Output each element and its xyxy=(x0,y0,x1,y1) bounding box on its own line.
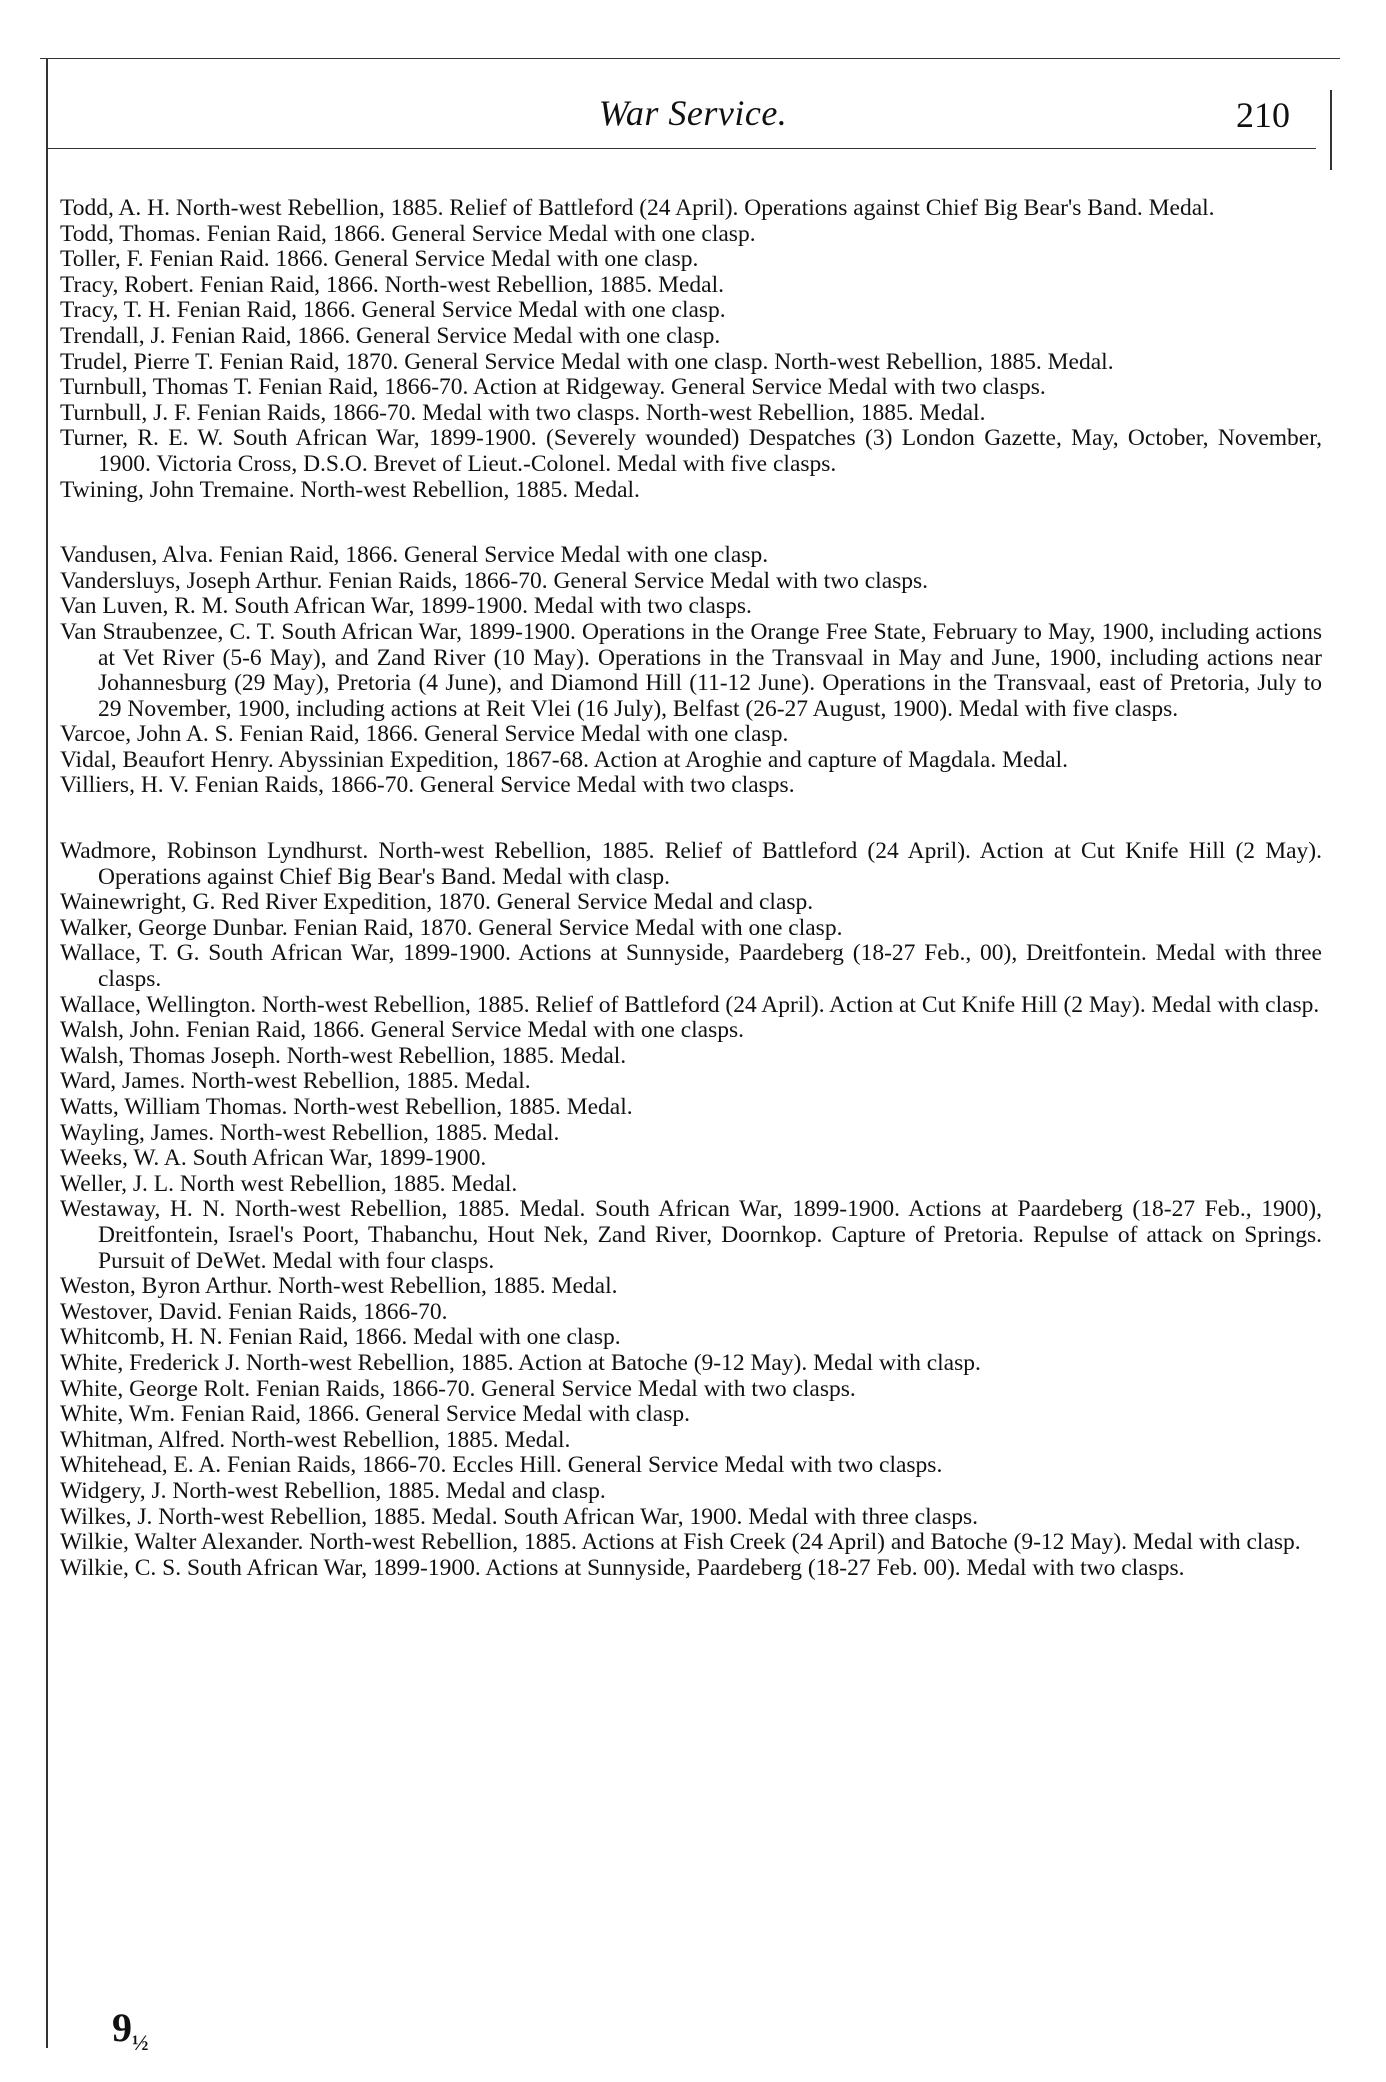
section-w xyxy=(60,839,1322,1581)
service-entry: Twining, John Tremaine. North-west Rebellion, 1885. Medal. xyxy=(60,476,640,503)
service-entry: Walsh, Thomas Joseph. North-west Rebellion, 1885. Medal. xyxy=(60,1042,627,1069)
service-entry: Wadmore, Robinson Lyndhurst. North-west Rebellion, 1885. Relief of Battleford (24 April). Action at Cut Knife Hill (2 May). Operations against Chief Big Bear's Band. Medal with clasp. xyxy=(60,838,1322,890)
service-entry: Walsh, John. Fenian Raid, 1866. General Service Medal with one clasps. xyxy=(60,1017,745,1044)
running-title: War Service. xyxy=(598,93,788,133)
service-entry: Wainewright, G. Red River Expedition, 1870. General Service Medal and clasp. xyxy=(60,889,814,916)
service-entry: Wayling, James. North-west Rebellion, 1885. Medal. xyxy=(60,1119,560,1146)
service-entry: Walker, George Dunbar. Fenian Raid, 1870. General Service Medal with one clasp. xyxy=(60,914,843,941)
service-entry: Whitcomb, H. N. Fenian Raid, 1866. Medal with one clasp. xyxy=(60,1324,621,1351)
service-entry: Vandusen, Alva. Fenian Raid, 1866. General Service Medal with one clasp. xyxy=(60,542,769,569)
service-entry: Varcoe, John A. S. Fenian Raid, 1866. General Service Medal with one clasp. xyxy=(60,721,789,748)
service-entry: Turnbull, Thomas T. Fenian Raid, 1866-70. Action at Ridgeway. General Service Medal with two clasps. xyxy=(60,374,1046,401)
service-entry: Westaway, H. N. North-west Rebellion, 1885. Medal. South African War, 1899-1900. Actions at Paardeberg (18-27 Feb., 1900), Dreitfontein, Israel's Poort, Thabanchu, Hout Nek, Zand River, Doornkop. Capture of Pretoria. Repulse of attack on Springs. Pursuit of DeWet. Medal with four clasps. xyxy=(60,1196,1322,1274)
service-entry: Tracy, Robert. Fenian Raid, 1866. North-west Rebellion, 1885. Medal. xyxy=(60,271,725,298)
service-entry: Weston, Byron Arthur. North-west Rebellion, 1885. Medal. xyxy=(60,1273,618,1300)
service-entry: Wallace, T. G. South African War, 1899-1900. Actions at Sunnyside, Paardeberg (18-27 Feb., 00), Dreitfontein. Medal with three clasps. xyxy=(60,940,1322,993)
service-entry: White, Wm. Fenian Raid, 1866. General Service Medal with clasp. xyxy=(60,1401,690,1428)
service-entry: Weller, J. L. North west Rebellion, 1885. Medal. xyxy=(60,1170,518,1197)
service-entry: Wallace, Wellington. North-west Rebellion, 1885. Relief of Battleford (24 April). Action at Cut Knife Hill (2 May). Medal with clasp. xyxy=(60,991,1320,1018)
service-entry: Westover, David. Fenian Raids, 1866-70. xyxy=(60,1298,448,1325)
service-entry: Wilkie, C. S. South African War, 1899-1900. Actions at Sunnyside, Paardeberg (18-27 Feb. 00). Medal with two clasps. xyxy=(60,1554,1185,1581)
service-entry: Villiers, H. V. Fenian Raids, 1866-70. General Service Medal with two clasps. xyxy=(60,772,795,799)
service-entry: Watts, William Thomas. North-west Rebellion, 1885. Medal. xyxy=(60,1094,633,1120)
entry-list xyxy=(60,196,1322,1581)
left-margin-rule xyxy=(46,58,48,2048)
service-entry: Turner, R. E. W. South African War, 1899-1900. (Severely wounded) Despatches (3) London Gazette, May, October, November, 1900. Victoria Cross, D.S.O. Brevet of Lieut.-Colonel. Medal with five clasps. xyxy=(60,425,1322,477)
service-entry: Todd, A. H. North-west Rebellion, 1885. Relief of Battleford (24 April). Operations against Chief Big Bear's Band. Medal. xyxy=(60,195,1215,221)
service-entry: Todd, Thomas. Fenian Raid, 1866. General Service Medal with one clasp. xyxy=(60,220,756,247)
section-v xyxy=(60,543,1322,799)
service-entry: Toller, F. Fenian Raid. 1866. General Service Medal with one clasp. xyxy=(60,246,699,273)
service-entry: Ward, James. North-west Rebellion, 1885. Medal. xyxy=(60,1068,531,1095)
service-entry: Turnbull, J. F. Fenian Raids, 1866-70. Medal with two clasps. North-west Rebellion, 1885. Medal. xyxy=(60,399,986,426)
service-entry: Tracy, T. H. Fenian Raid, 1866. General Service Medal with one clasp. xyxy=(60,297,726,324)
service-entry: Van Luven, R. M. South African War, 1899-1900. Medal with two clasps. xyxy=(60,593,752,620)
service-entry: Wilkie, Walter Alexander. North-west Rebellion, 1885. Actions at Fish Creek (24 April) and Batoche (9-12 May). Medal with clasp. xyxy=(60,1529,1301,1556)
top-rule xyxy=(40,58,1340,59)
service-entry: Weeks, W. A. South African War, 1899-1900. xyxy=(60,1145,487,1172)
service-entry: Widgery, J. North-west Rebellion, 1885. Medal and clasp. xyxy=(60,1477,606,1504)
service-entry: Vidal, Beaufort Henry. Abyssinian Expedition, 1867-68. Action at Aroghie and capture of Magdala. Medal. xyxy=(60,746,1068,773)
signature-mark: $9_{\frac{1}{2}}$ xyxy=(112,2005,149,2055)
service-entry: Trudel, Pierre T. Fenian Raid, 1870. General Service Medal with one clasp. North-west Rebellion, 1885. Medal. xyxy=(60,348,1114,375)
service-entry: Trendall, J. Fenian Raid, 1866. General Service Medal with one clasp. xyxy=(60,322,721,349)
service-entry: Van Straubenzee, C. T. South African War, 1899-1900. Operations in the Orange Free State, February to May, 1900, including actions at Vet River (5-6 May), and Zand River (10 May). Operations in the Transvaal in May and June, 1900, including actions near Johannesburg (29 May), Pretoria (4 June), and Diamond Hill (11-12 June). Operations in the Transvaal, east of Pretoria, July to 29 November, 1900, including actions at Reit Vlei (16 July), Belfast (26-27 August, 1900). Medal with five clasps. xyxy=(60,618,1322,722)
section-t xyxy=(60,196,1322,503)
service-entry: White, Frederick J. North-west Rebellion, 1885. Action at Batoche (9-12 May). Medal with clasp. xyxy=(60,1349,981,1376)
service-entry: White, George Rolt. Fenian Raids, 1866-70. General Service Medal with two clasps. xyxy=(60,1375,856,1402)
service-entry: Wilkes, J. North-west Rebellion, 1885. Medal. South African War, 1900. Medal with three clasps. xyxy=(60,1503,978,1530)
page-number: 210 xyxy=(1236,95,1290,135)
service-entry: Whitman, Alfred. North-west Rebellion, 1885. Medal. xyxy=(60,1426,571,1453)
service-entry: Vandersluys, Joseph Arthur. Fenian Raids, 1866-70. General Service Medal with two clasps. xyxy=(60,567,929,594)
header-rule xyxy=(46,148,1316,149)
service-entry: Whitehead, E. A. Fenian Raids, 1866-70. Eccles Hill. General Service Medal with two clasps. xyxy=(60,1452,943,1479)
